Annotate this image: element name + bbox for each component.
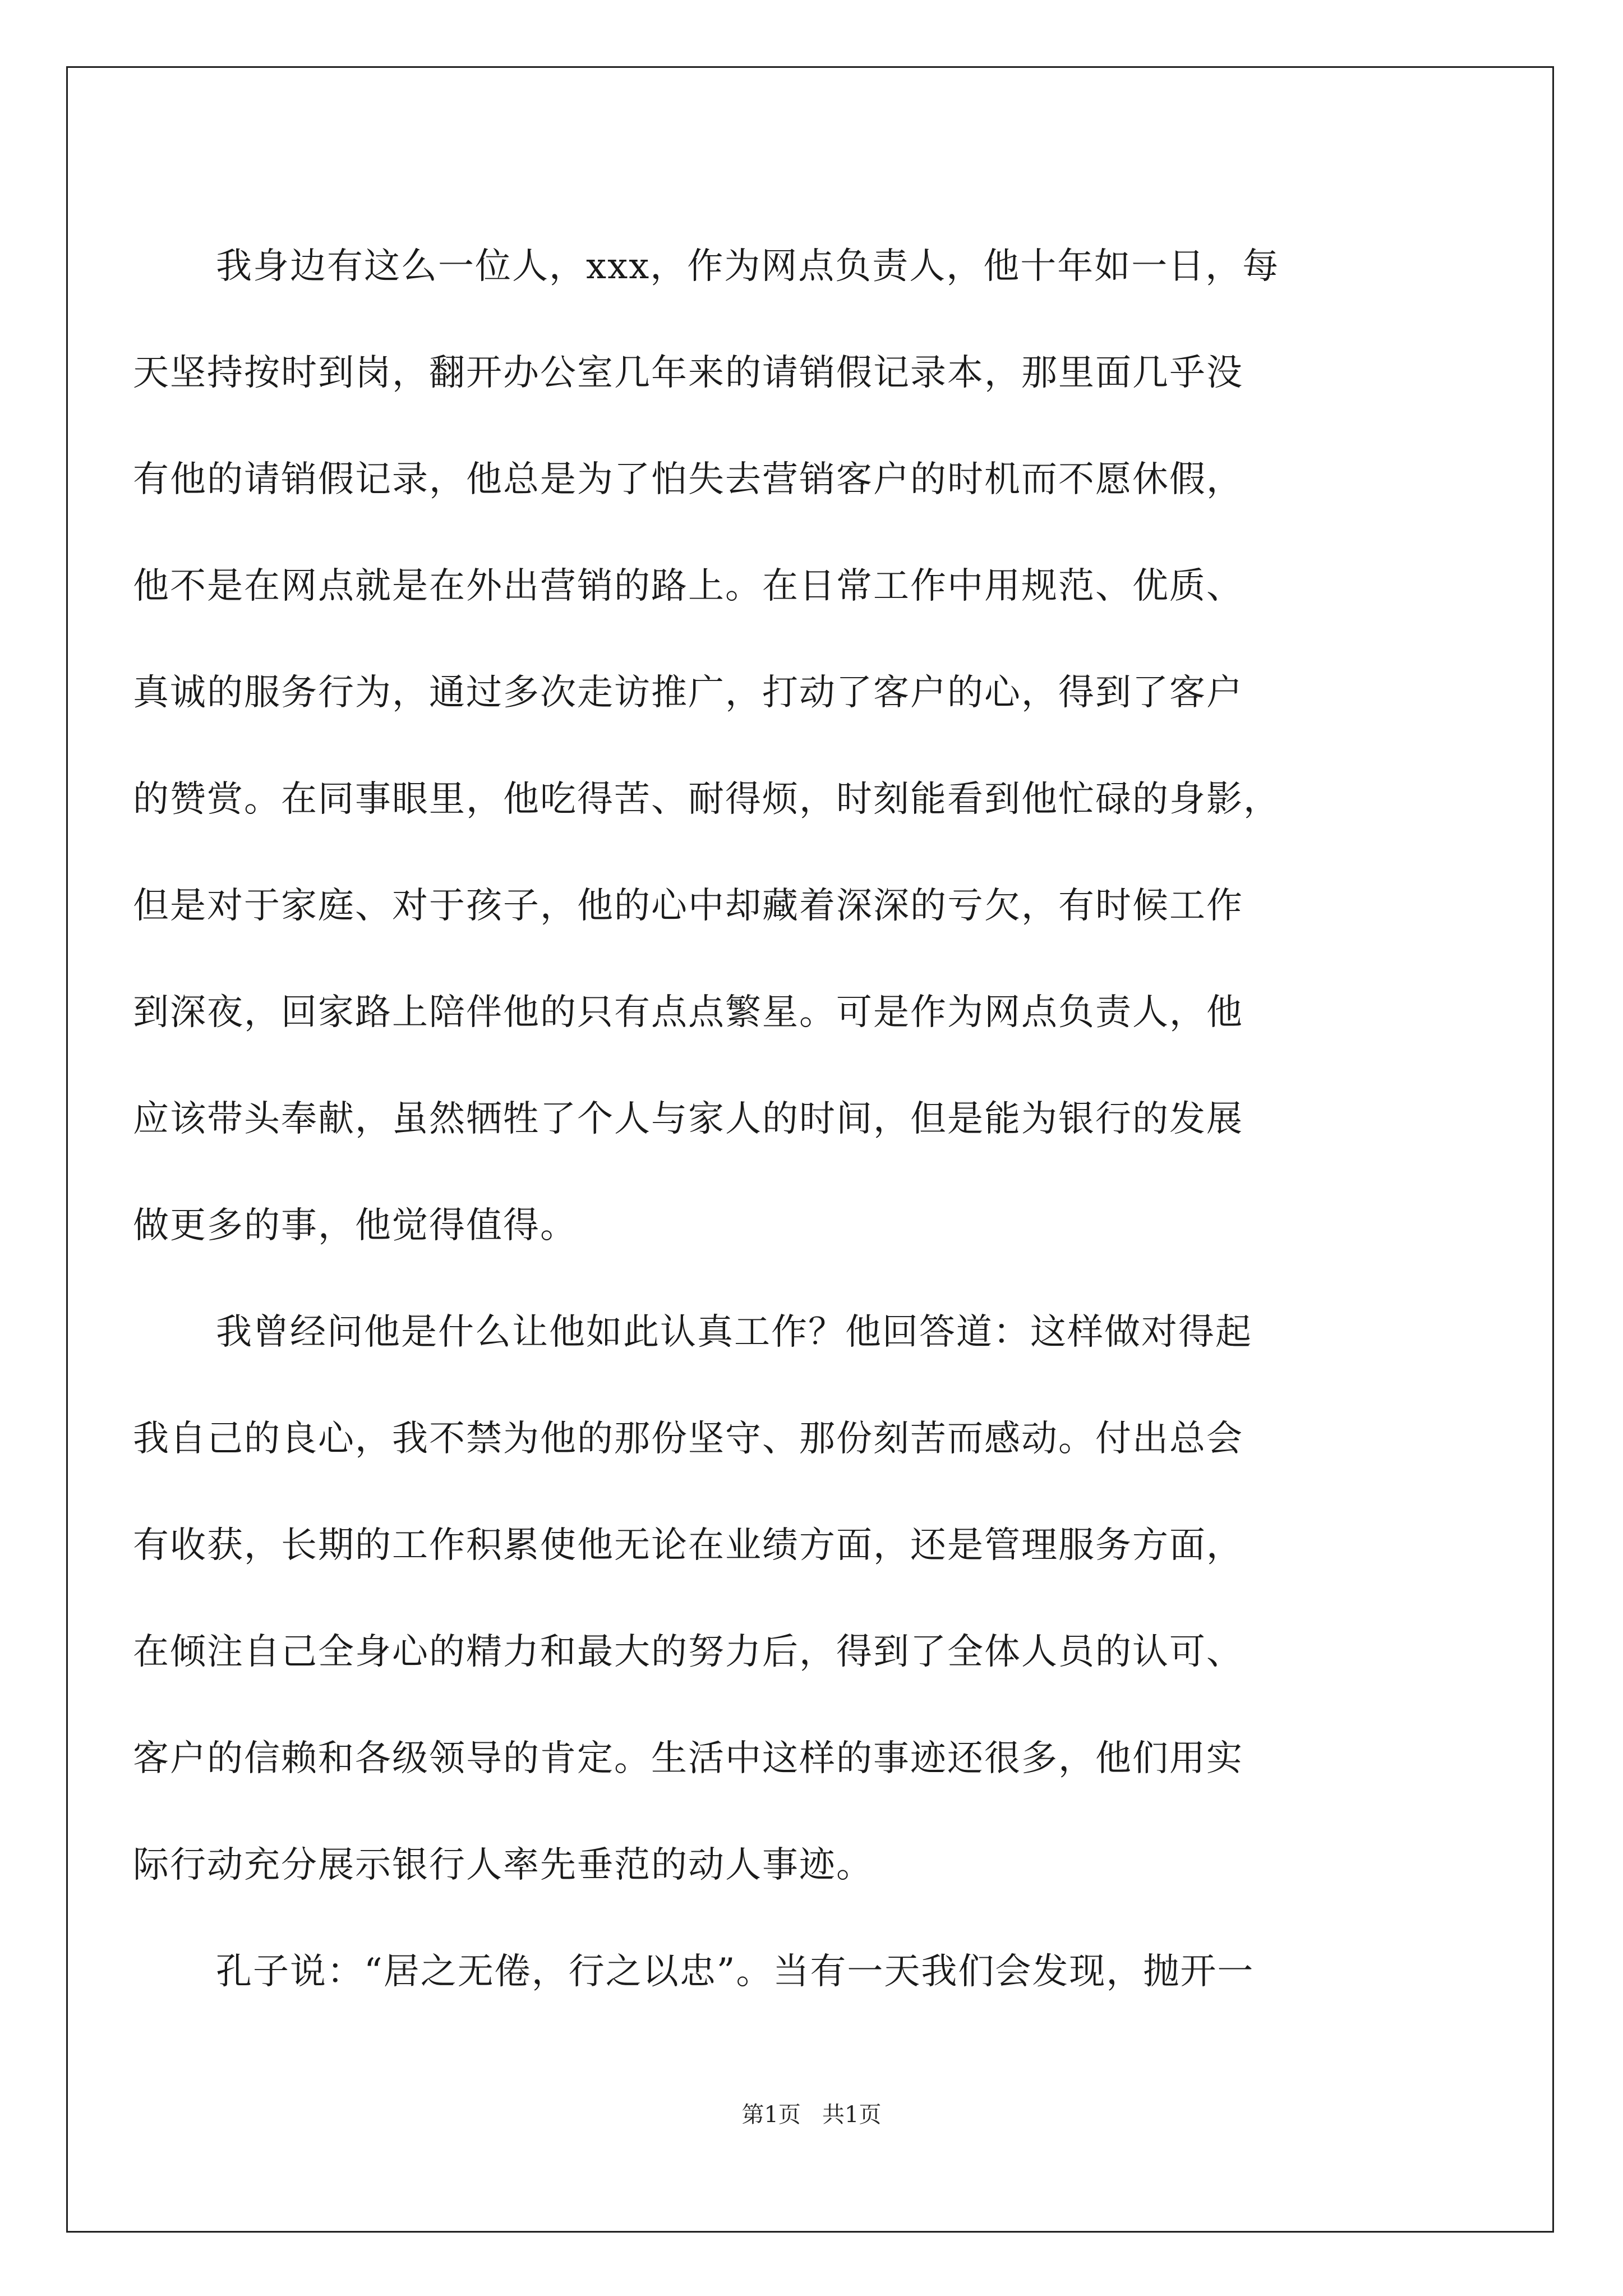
paragraph-1-line-6: 的赞赏。在同事眼里，他吃得苦、耐得烦，时刻能看到他忙碌的身影， xyxy=(133,779,1280,820)
paragraph-2-line-1: 我曾经问他是什么让他如此认真工作？他回答道：这样做对得起 xyxy=(216,1312,1252,1353)
paragraph-1-line-8: 到深夜，回家路上陪伴他的只有点点繁星。可是作为网点负责人，他 xyxy=(133,992,1243,1033)
paragraph-2-line-2: 我自己的良心，我不禁为他的那份坚守、那份刻苦而感动。付出总会 xyxy=(133,1418,1243,1460)
paragraph-1-line-7: 但是对于家庭、对于孩子，他的心中却藏着深深的亏欠，有时候工作 xyxy=(133,885,1243,927)
paragraph-1-line-4: 他不是在网点就是在外出营销的路上。在日常工作中用规范、优质、 xyxy=(133,565,1243,607)
paragraph-1-line-1: 我身边有这么一位人，xxx，作为网点负责人，他十年如一日，每 xyxy=(216,246,1280,287)
paragraph-2-line-6: 际行动充分展示银行人率先垂范的动人事迹。 xyxy=(133,1844,873,1886)
paragraph-2-line-4: 在倾注自己全身心的精力和最大的努力后，得到了全体人员的认可、 xyxy=(133,1631,1243,1673)
paragraph-1-line-9: 应该带头奉献，虽然牺牲了个人与家人的时间，但是能为银行的发展 xyxy=(133,1098,1243,1140)
page-number-footer: 第1页 共1页 xyxy=(741,2102,882,2128)
paragraph-2-line-3: 有收获，长期的工作积累使他无论在业绩方面，还是管理服务方面， xyxy=(133,1525,1243,1566)
paragraph-3-line-1: 孔子说：“居之无倦，行之以忠”。当有一天我们会发现，抛开一 xyxy=(216,1951,1255,1993)
document-body xyxy=(133,213,1444,2025)
paragraph-2-line-5: 客户的信赖和各级领导的肯定。生活中这样的事迹还很多，他们用实 xyxy=(133,1738,1243,1779)
paragraph-1-line-2: 天坚持按时到岗，翻开办公室几年来的请销假记录本，那里面几乎没 xyxy=(133,352,1243,394)
paragraph-1-line-10: 做更多的事，他觉得值得。 xyxy=(133,1205,577,1246)
paragraph-1-line-3: 有他的请销假记录，他总是为了怕失去营销客户的时机而不愿休假， xyxy=(133,459,1243,500)
paragraph-1-line-5: 真诚的服务行为，通过多次走访推广，打动了客户的心，得到了客户 xyxy=(133,672,1243,714)
